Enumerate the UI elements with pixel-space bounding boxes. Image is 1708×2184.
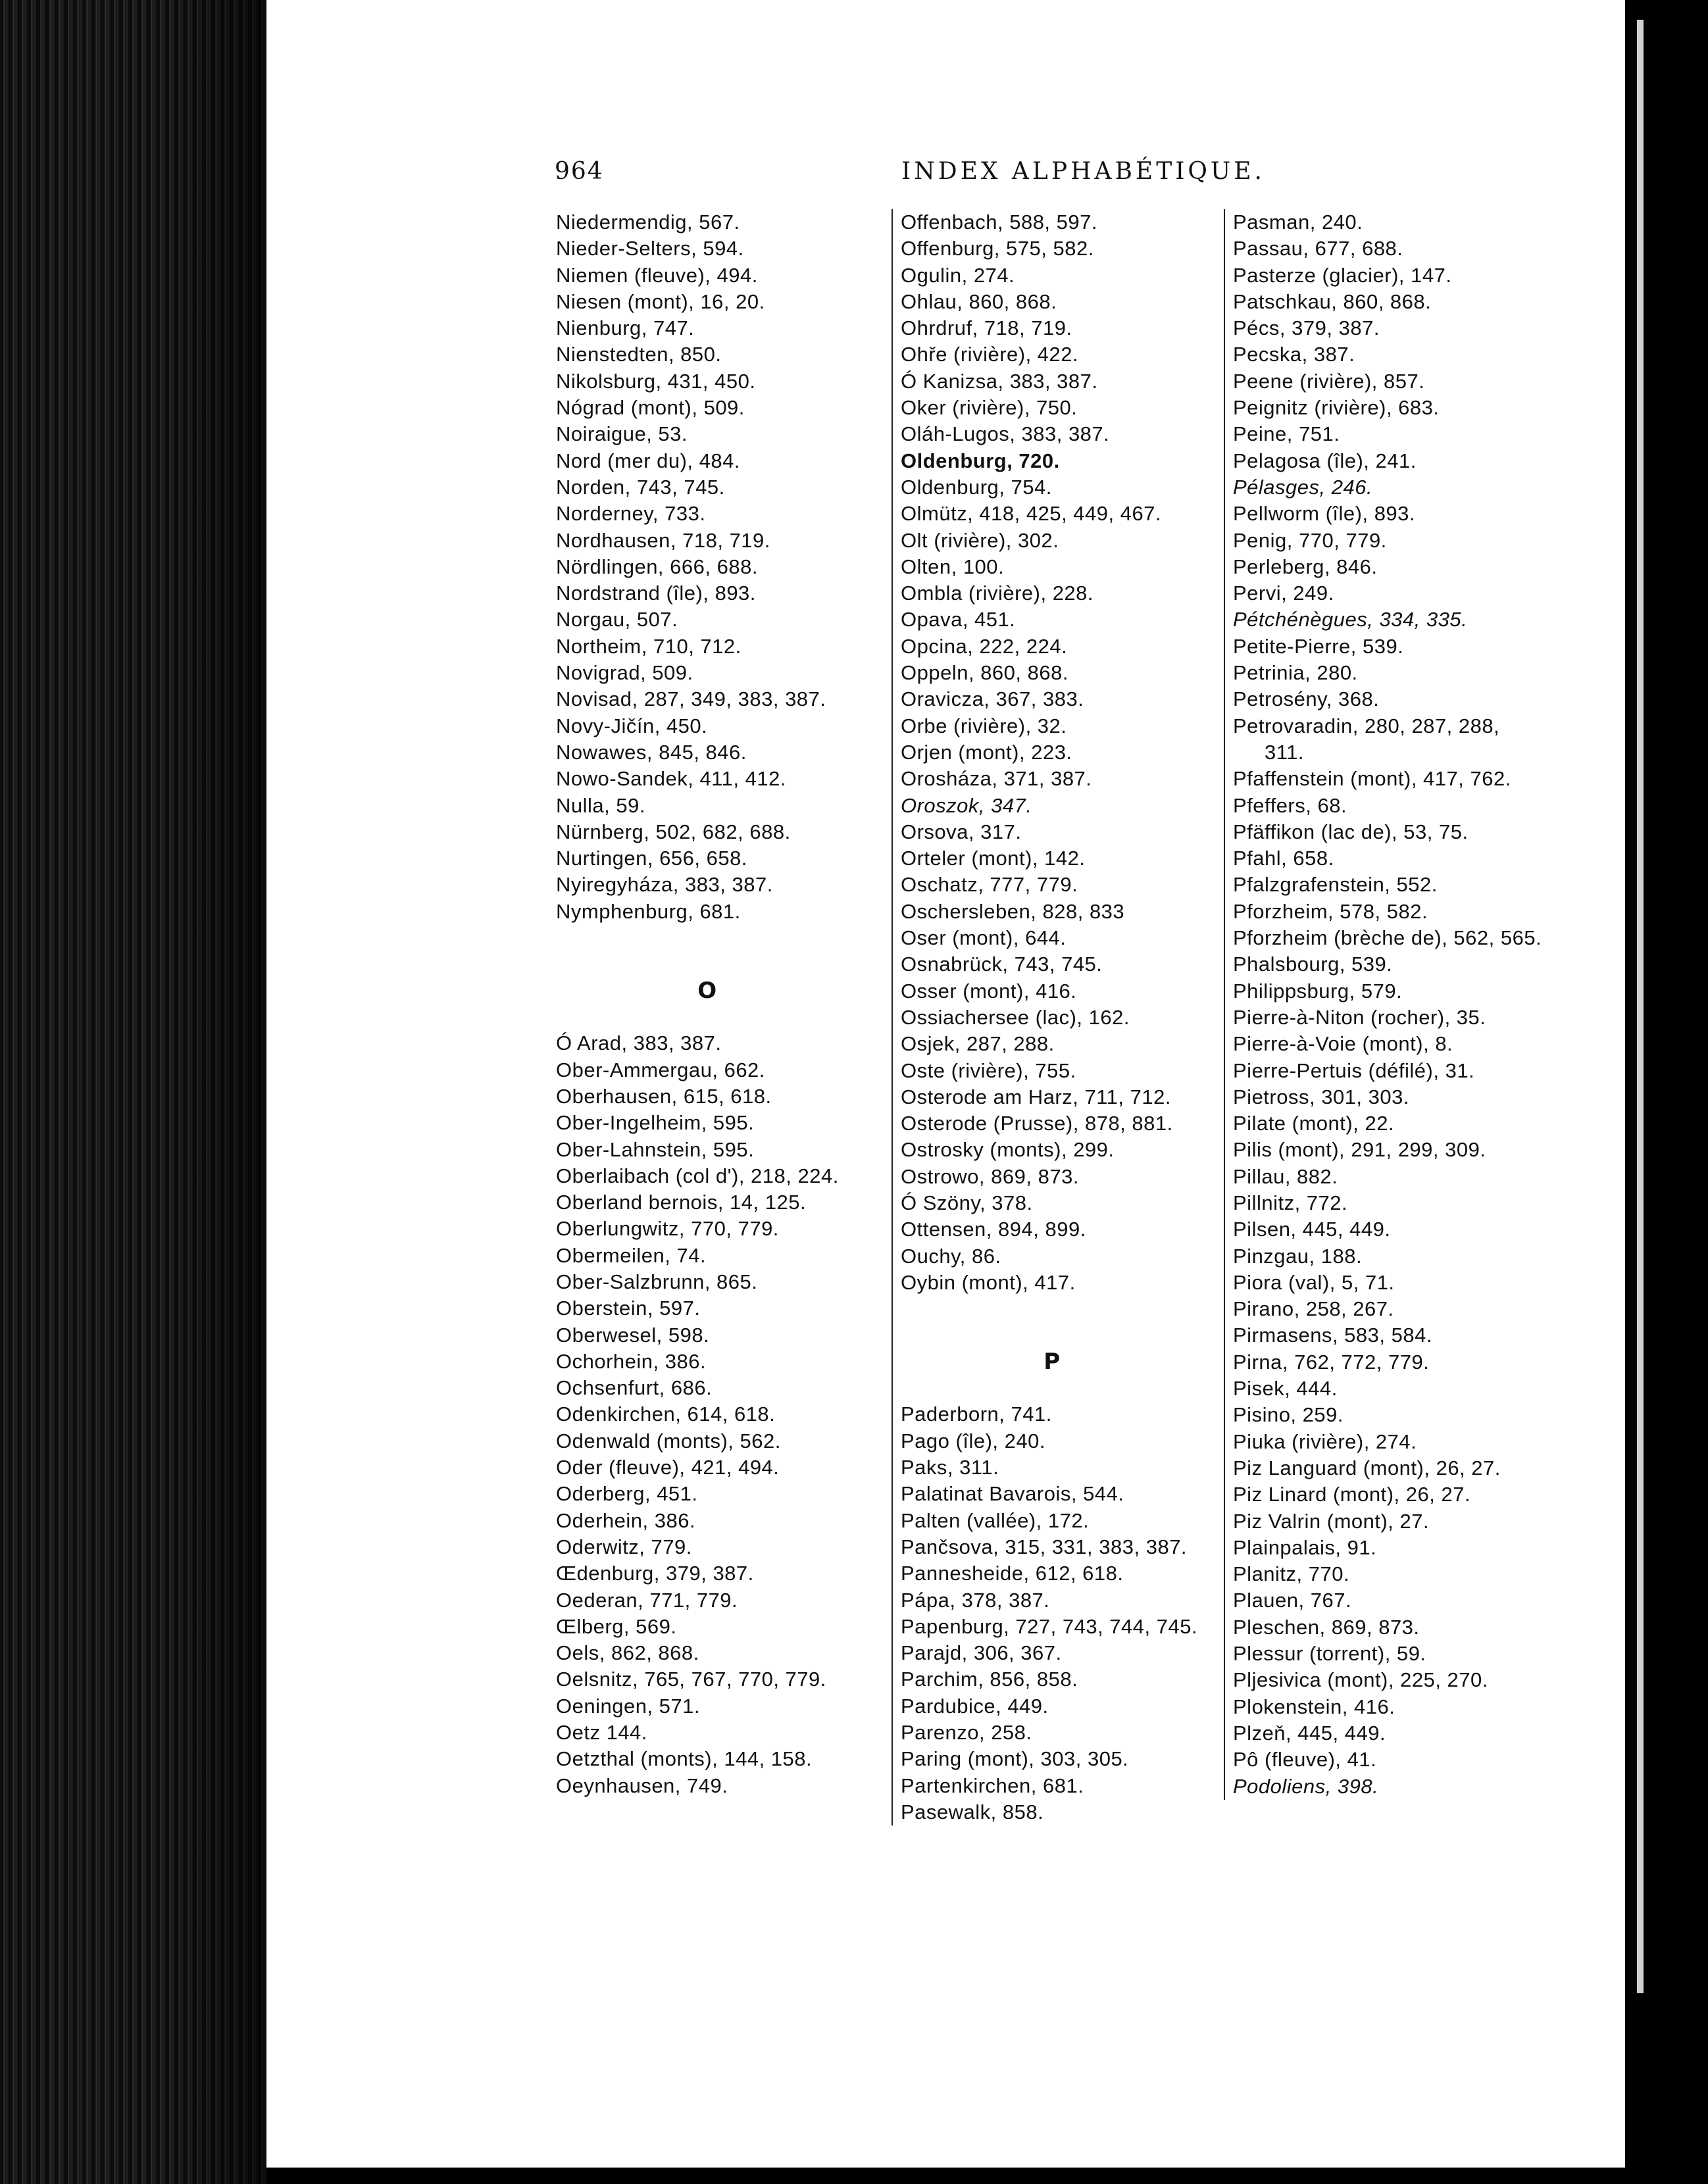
index-entry: Orbe (rivière), 32.: [901, 714, 1067, 737]
index-entry: Oderwitz, 779.: [556, 1535, 692, 1558]
index-entry: Pfaffenstein (mont), 417, 762.: [1233, 767, 1511, 791]
index-entry: Palten (vallée), 172.: [901, 1508, 1090, 1532]
index-entry: Ohlau, 860, 868.: [901, 289, 1057, 313]
index-entry: Oschatz, 777, 779.: [901, 873, 1078, 897]
section-letter: O: [697, 978, 717, 1005]
index-entry: Ogulin, 274.: [901, 263, 1015, 287]
index-entry: Ottensen, 894, 899.: [901, 1218, 1086, 1241]
index-entry: Pančsova, 315, 331, 383, 387.: [901, 1535, 1188, 1558]
index-entry: Nowo-Sandek, 411, 412.: [556, 767, 786, 791]
index-entry: Piz Languard (mont), 26, 27.: [1233, 1456, 1501, 1479]
index-entry: Peignitz (rivière), 683.: [1233, 396, 1440, 420]
index-entry: Nulla, 59.: [556, 793, 645, 817]
index-entry: Patschkau, 860, 868.: [1233, 289, 1432, 313]
page-header: [266, 158, 1625, 191]
index-entry: Pfahl, 658.: [1233, 847, 1334, 870]
index-entry: Podoliens, 398.: [1233, 1774, 1379, 1798]
index-entry: Nurtingen, 656, 658.: [556, 847, 747, 870]
index-entry: Plauen, 767.: [1233, 1589, 1352, 1612]
index-entry: Pisek, 444.: [1233, 1377, 1338, 1401]
index-gap: [901, 1296, 1236, 1322]
index-entry: Pago (île), 240.: [901, 1429, 1045, 1452]
index-entry: Oppeln, 860, 868.: [901, 661, 1068, 685]
index-entry: Nordstrand (île), 893.: [556, 582, 756, 605]
index-column-1: [556, 209, 898, 1799]
index-entry: 311.: [1265, 740, 1305, 764]
index-entry: Plessur (torrent), 59.: [1233, 1642, 1426, 1666]
index-entry: Novigrad, 509.: [556, 661, 693, 685]
index-entry: Nieder-Selters, 594.: [556, 237, 744, 261]
index-entry: Ober-Ammergau, 662.: [556, 1058, 765, 1081]
index-entry: Novisad, 287, 349, 383, 387.: [556, 687, 826, 711]
next-page-edge: [1625, 0, 1708, 2184]
index-entry: Pillnitz, 772.: [1233, 1191, 1348, 1214]
index-entry: Piz Linard (mont), 26, 27.: [1233, 1483, 1471, 1506]
index-entry: Ober-Salzbrunn, 865.: [556, 1270, 758, 1293]
index-entry: Penig, 770, 779.: [1233, 528, 1387, 552]
index-entry: Peine, 751.: [1233, 422, 1340, 446]
index-entry: Petrinia, 280.: [1233, 661, 1358, 685]
index-entry: Oravicza, 367, 383.: [901, 687, 1084, 711]
index-entry: Osterode (Prusse), 878, 881.: [901, 1112, 1173, 1135]
index-entry: Nürnberg, 502, 682, 688.: [556, 820, 791, 843]
index-entry: Oschersleben, 828, 833: [901, 899, 1125, 923]
index-entry: Orteler (mont), 142.: [901, 847, 1086, 870]
index-entry: Nyiregyháza, 383, 387.: [556, 873, 773, 897]
index-entry: Partenkirchen, 681.: [901, 1774, 1084, 1797]
index-entry: Oberland bernois, 14, 125.: [556, 1191, 807, 1214]
index-entry: Pasman, 240.: [1233, 211, 1363, 234]
index-entry: Oetz 144.: [556, 1721, 647, 1745]
index-entry: Petite-Pierre, 539.: [1233, 634, 1404, 658]
index-entry: Nowawes, 845, 846.: [556, 740, 747, 764]
index-entry: Pécs, 379, 387.: [1233, 316, 1380, 340]
index-entry: Pierre-à-Voie (mont), 8.: [1233, 1032, 1453, 1056]
index-entry: Pélasges, 246.: [1233, 475, 1373, 499]
index-entry: Peene (rivière), 857.: [1233, 369, 1425, 393]
index-column-3: [1224, 209, 1582, 1800]
index-entry: Papenburg, 727, 743, 744, 745.: [901, 1614, 1198, 1638]
index-entry: Ober-Ingelheim, 595.: [556, 1111, 755, 1135]
index-entry: Oker (rivière), 750.: [901, 396, 1078, 420]
index-entry: Pilsen, 445, 449.: [1233, 1218, 1391, 1241]
running-title: INDEX ALPHABÉTIQUE.: [901, 158, 1265, 185]
index-entry: Oldenburg, 720.: [901, 449, 1060, 472]
index-entry: Pilis (mont), 291, 299, 309.: [1233, 1138, 1486, 1162]
index-column-2: [892, 209, 1236, 1825]
index-entry: Plainpalais, 91.: [1233, 1535, 1377, 1559]
index-entry: Pervi, 249.: [1233, 582, 1334, 605]
index-entry: Olten, 100.: [901, 555, 1005, 578]
index-entry: Ombla (rivière), 228.: [901, 582, 1094, 605]
index-entry: Oelsnitz, 765, 767, 770, 779.: [556, 1668, 826, 1691]
index-entry: Oser (mont), 644.: [901, 926, 1067, 950]
index-entry: Oberlungwitz, 770, 779.: [556, 1217, 779, 1241]
index-entry: Oste (rivière), 755.: [901, 1058, 1076, 1082]
index-entry: Oybin (mont), 417.: [901, 1270, 1076, 1294]
index-entry: Oberstein, 597.: [556, 1297, 701, 1320]
index-entry: Parchim, 856, 858.: [901, 1668, 1078, 1691]
index-entry: Niemen (fleuve), 494.: [556, 263, 758, 287]
index-entry: Planitz, 770.: [1233, 1562, 1350, 1586]
index-entry: Osterode am Harz, 711, 712.: [901, 1085, 1171, 1108]
index-entry: Ochsenfurt, 686.: [556, 1376, 713, 1400]
index-entry: Norderney, 733.: [556, 502, 706, 526]
index-entry: Oetzthal (monts), 144, 158.: [556, 1747, 813, 1771]
index-entry: Pietross, 301, 303.: [1233, 1085, 1409, 1108]
index-entry: Ostrosky (monts), 299.: [901, 1138, 1115, 1162]
index-entry: Ostrowo, 869, 873.: [901, 1164, 1079, 1188]
index-entry: Nikolsburg, 431, 450.: [556, 369, 756, 393]
index-entry: Philippsburg, 579.: [1233, 979, 1403, 1003]
section-letter: P: [1043, 1349, 1061, 1376]
index-entry: Olt (rivière), 302.: [901, 528, 1059, 552]
index-entry: Pleschen, 869, 873.: [1233, 1615, 1420, 1639]
index-entry: Novy-Jičín, 450.: [556, 714, 708, 737]
index-entry: Offenburg, 575, 582.: [901, 237, 1094, 261]
index-entry: Pelagosa (île), 241.: [1233, 449, 1417, 472]
index-entry: Oderberg, 451.: [556, 1482, 698, 1506]
index-entry: Nymphenburg, 681.: [556, 899, 741, 923]
index-entry: Pfäffikon (lac de), 53, 75.: [1233, 820, 1469, 843]
index-entry: Pirmasens, 583, 584.: [1233, 1324, 1432, 1347]
index-entry: Opava, 451.: [901, 608, 1016, 632]
index-gap: [556, 925, 898, 951]
index-entry: Plzeň, 445, 449.: [1233, 1721, 1386, 1745]
index-entry: Perleberg, 846.: [1233, 555, 1378, 578]
index-entry: Norgau, 507.: [556, 608, 678, 632]
index-entry: Pétchénègues, 334, 335.: [1233, 608, 1468, 632]
index-entry: Œlberg, 569.: [556, 1614, 677, 1638]
index-entry: Odenkirchen, 614, 618.: [556, 1402, 776, 1426]
index-entry: Pecska, 387.: [1233, 343, 1355, 366]
index-entry: Offenbach, 588, 597.: [901, 211, 1097, 234]
index-entry: Ó Arad, 383, 387.: [556, 1031, 722, 1055]
index-entry: Pasterze (glacier), 147.: [1233, 263, 1452, 287]
index-entry: Nordhausen, 718, 719.: [556, 528, 770, 552]
index-entry: Niesen (mont), 16, 20.: [556, 289, 765, 313]
index-entry: Pierre-à-Niton (rocher), 35.: [1233, 1005, 1486, 1029]
index-entry: Paderborn, 741.: [901, 1402, 1052, 1426]
index-entry: Nienburg, 747.: [556, 316, 695, 340]
index-entry: Pisino, 259.: [1233, 1403, 1344, 1427]
index-entry: Pirano, 258, 267.: [1233, 1297, 1394, 1321]
index-entry: Orjen (mont), 223.: [901, 740, 1072, 764]
index-entry: Opcina, 222, 224.: [901, 634, 1068, 658]
index-entry: Osser (mont), 416.: [901, 979, 1077, 1003]
index-entry: Odenwald (monts), 562.: [556, 1429, 781, 1452]
index-entry: Nógrad (mont), 509.: [556, 396, 745, 420]
index-entry: Passau, 677, 688.: [1233, 237, 1403, 261]
index-entry: Oberlaibach (col d'), 218, 224.: [556, 1164, 839, 1187]
index-entry: Plokenstein, 416.: [1233, 1695, 1395, 1718]
index-entry: Pardubice, 449.: [901, 1694, 1049, 1718]
index-entry: Ohrdruf, 718, 719.: [901, 316, 1072, 340]
index-entry: Ochorhein, 386.: [556, 1349, 707, 1373]
index-entry: Pápa, 378, 387.: [901, 1588, 1050, 1612]
index-entry: Nienstedten, 850.: [556, 343, 722, 366]
index-entry: Nördlingen, 666, 688.: [556, 555, 758, 578]
index-entry: Petrosény, 368.: [1233, 687, 1380, 711]
index-entry: Pirna, 762, 772, 779.: [1233, 1350, 1430, 1374]
page-edge-sliver: [1637, 20, 1644, 1993]
index-entry: Pasewalk, 858.: [901, 1800, 1044, 1824]
index-entry: Ossiachersee (lac), 162.: [901, 1005, 1130, 1029]
index-entry: Pinzgau, 188.: [1233, 1244, 1363, 1268]
index-entry: Pilate (mont), 22.: [1233, 1112, 1395, 1135]
index-entry: Orsova, 317.: [901, 820, 1022, 843]
book-page: [266, 0, 1625, 2168]
index-entry: Pannesheide, 612, 618.: [901, 1562, 1124, 1585]
index-entry: Ohře (rivière), 422.: [901, 343, 1079, 366]
index-entry: Pljesivica (mont), 225, 270.: [1233, 1668, 1488, 1692]
index-entry: Ober-Lahnstein, 595.: [556, 1137, 755, 1161]
index-entry: Oederan, 771, 779.: [556, 1588, 738, 1612]
index-entry: Olmütz, 418, 425, 449, 467.: [901, 502, 1162, 526]
index-entry: Oels, 862, 868.: [556, 1641, 699, 1665]
index-entry: Pô (fleuve), 41.: [1233, 1748, 1377, 1772]
index-entry: Orosháza, 371, 387.: [901, 767, 1092, 791]
index-entry: Parenzo, 258.: [901, 1721, 1032, 1745]
index-entry: Phalsbourg, 539.: [1233, 953, 1393, 976]
index-entry: Osnabrück, 743, 745.: [901, 953, 1103, 976]
index-entry: Oder (fleuve), 421, 494.: [556, 1456, 780, 1479]
index-entry: Oeynhausen, 749.: [556, 1774, 728, 1797]
index-entry: Osjek, 287, 288.: [901, 1032, 1055, 1056]
index-entry: Pellworm (île), 893.: [1233, 502, 1416, 526]
index-entry: Northeim, 710, 712.: [556, 634, 741, 658]
index-entry: Ó Kanizsa, 383, 387.: [901, 369, 1098, 393]
index-entry: Petrovaradin, 280, 287, 288,: [1233, 714, 1500, 737]
page-number: 964: [555, 158, 604, 185]
index-entry: Oroszok, 347.: [901, 793, 1032, 817]
index-entry: Nord (mer du), 484.: [556, 449, 740, 472]
index-entry: Oláh-Lugos, 383, 387.: [901, 422, 1110, 446]
index-entry: Paring (mont), 303, 305.: [901, 1747, 1129, 1771]
index-entry: Pforzheim, 578, 582.: [1233, 899, 1428, 923]
index-entry: Oeningen, 571.: [556, 1694, 701, 1718]
index-entry: Norden, 743, 745.: [556, 475, 725, 499]
index-entry: Niedermendig, 567.: [556, 211, 740, 234]
spine-shadow: [164, 0, 266, 2184]
index-entry: Piora (val), 5, 71.: [1233, 1270, 1395, 1294]
index-entry: Obermeilen, 74.: [556, 1243, 707, 1267]
index-entry: Ó Szöny, 378.: [901, 1191, 1033, 1214]
index-entry: Oldenburg, 754.: [901, 475, 1052, 499]
index-entry: Pierre-Pertuis (défilé), 31.: [1233, 1058, 1475, 1082]
index-entry: Pforzheim (brèche de), 562, 565.: [1233, 926, 1542, 950]
index-entry: Paks, 311.: [901, 1456, 999, 1479]
index-entry: Œdenburg, 379, 387.: [556, 1562, 754, 1585]
index-entry: Pfalzgrafenstein, 552.: [1233, 873, 1438, 897]
index-entry: Oberwesel, 598.: [556, 1323, 710, 1347]
index-entry: Parajd, 306, 367.: [901, 1641, 1062, 1665]
index-entry: Piuka (rivière), 274.: [1233, 1429, 1417, 1453]
index-entry: Pfeffers, 68.: [1233, 793, 1347, 817]
index-entry: Piz Valrin (mont), 27.: [1233, 1509, 1430, 1533]
index-entry: Noiraigue, 53.: [556, 422, 688, 446]
index-entry: Oberhausen, 615, 618.: [556, 1084, 772, 1108]
index-entry: Oderhein, 386.: [556, 1508, 696, 1532]
index-entry: Pillau, 882.: [1233, 1164, 1338, 1188]
index-entry: Palatinat Bavarois, 544.: [901, 1482, 1124, 1506]
index-entry: Ouchy, 86.: [901, 1244, 1001, 1268]
